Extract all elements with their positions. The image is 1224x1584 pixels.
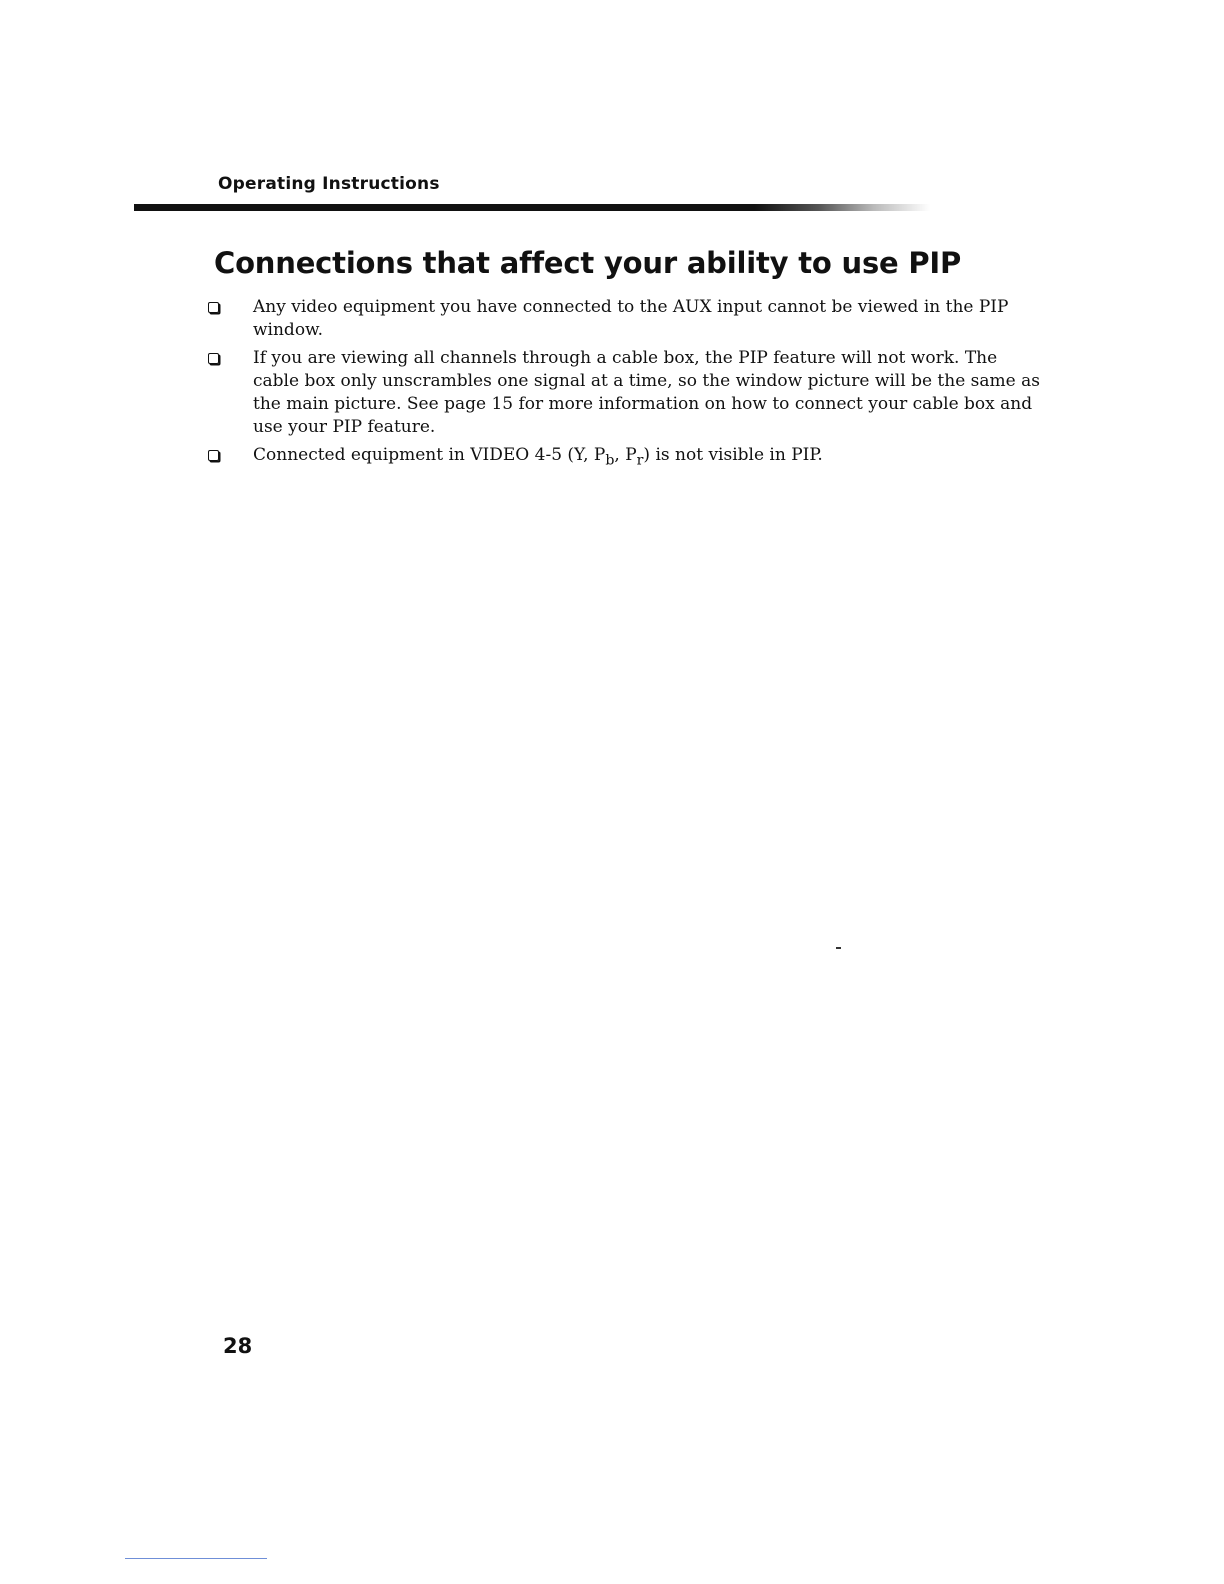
checkbox-icon	[208, 302, 219, 313]
text-part: Connected equipment in VIDEO 4-5 (Y, P	[253, 445, 606, 465]
text-part: ) is not visible in PIP.	[643, 445, 823, 465]
list-item	[208, 296, 1048, 342]
list-item-text: If you are viewing all channels through a cable box, the PIP feature will not work. The cable box only unscrambles one signal at a time, so the window picture will be the same as the main picture. See page 15 for more information on how to connect your cable box and use your PIP feature.	[253, 348, 1040, 437]
list-item	[208, 444, 1048, 472]
checkbox-icon	[208, 353, 219, 364]
scan-mark	[836, 947, 841, 949]
text-part: , P	[614, 445, 637, 465]
list-item	[208, 347, 1048, 439]
list-item-text: Any video equipment you have connected to the AUX input cannot be viewed in the PIP window.	[253, 297, 1009, 340]
checkbox-icon	[208, 450, 219, 461]
page-title: Connections that affect your ability to use PIP	[214, 246, 962, 280]
subscript-b: b	[605, 452, 615, 469]
footer-rule	[125, 1558, 267, 1559]
subscript-r: r	[636, 452, 644, 469]
running-header: Operating Instructions	[218, 174, 440, 194]
header-rule	[134, 204, 930, 211]
list-item-text	[253, 445, 823, 469]
bullet-list	[208, 296, 1048, 477]
page-number: 28	[223, 1334, 253, 1358]
